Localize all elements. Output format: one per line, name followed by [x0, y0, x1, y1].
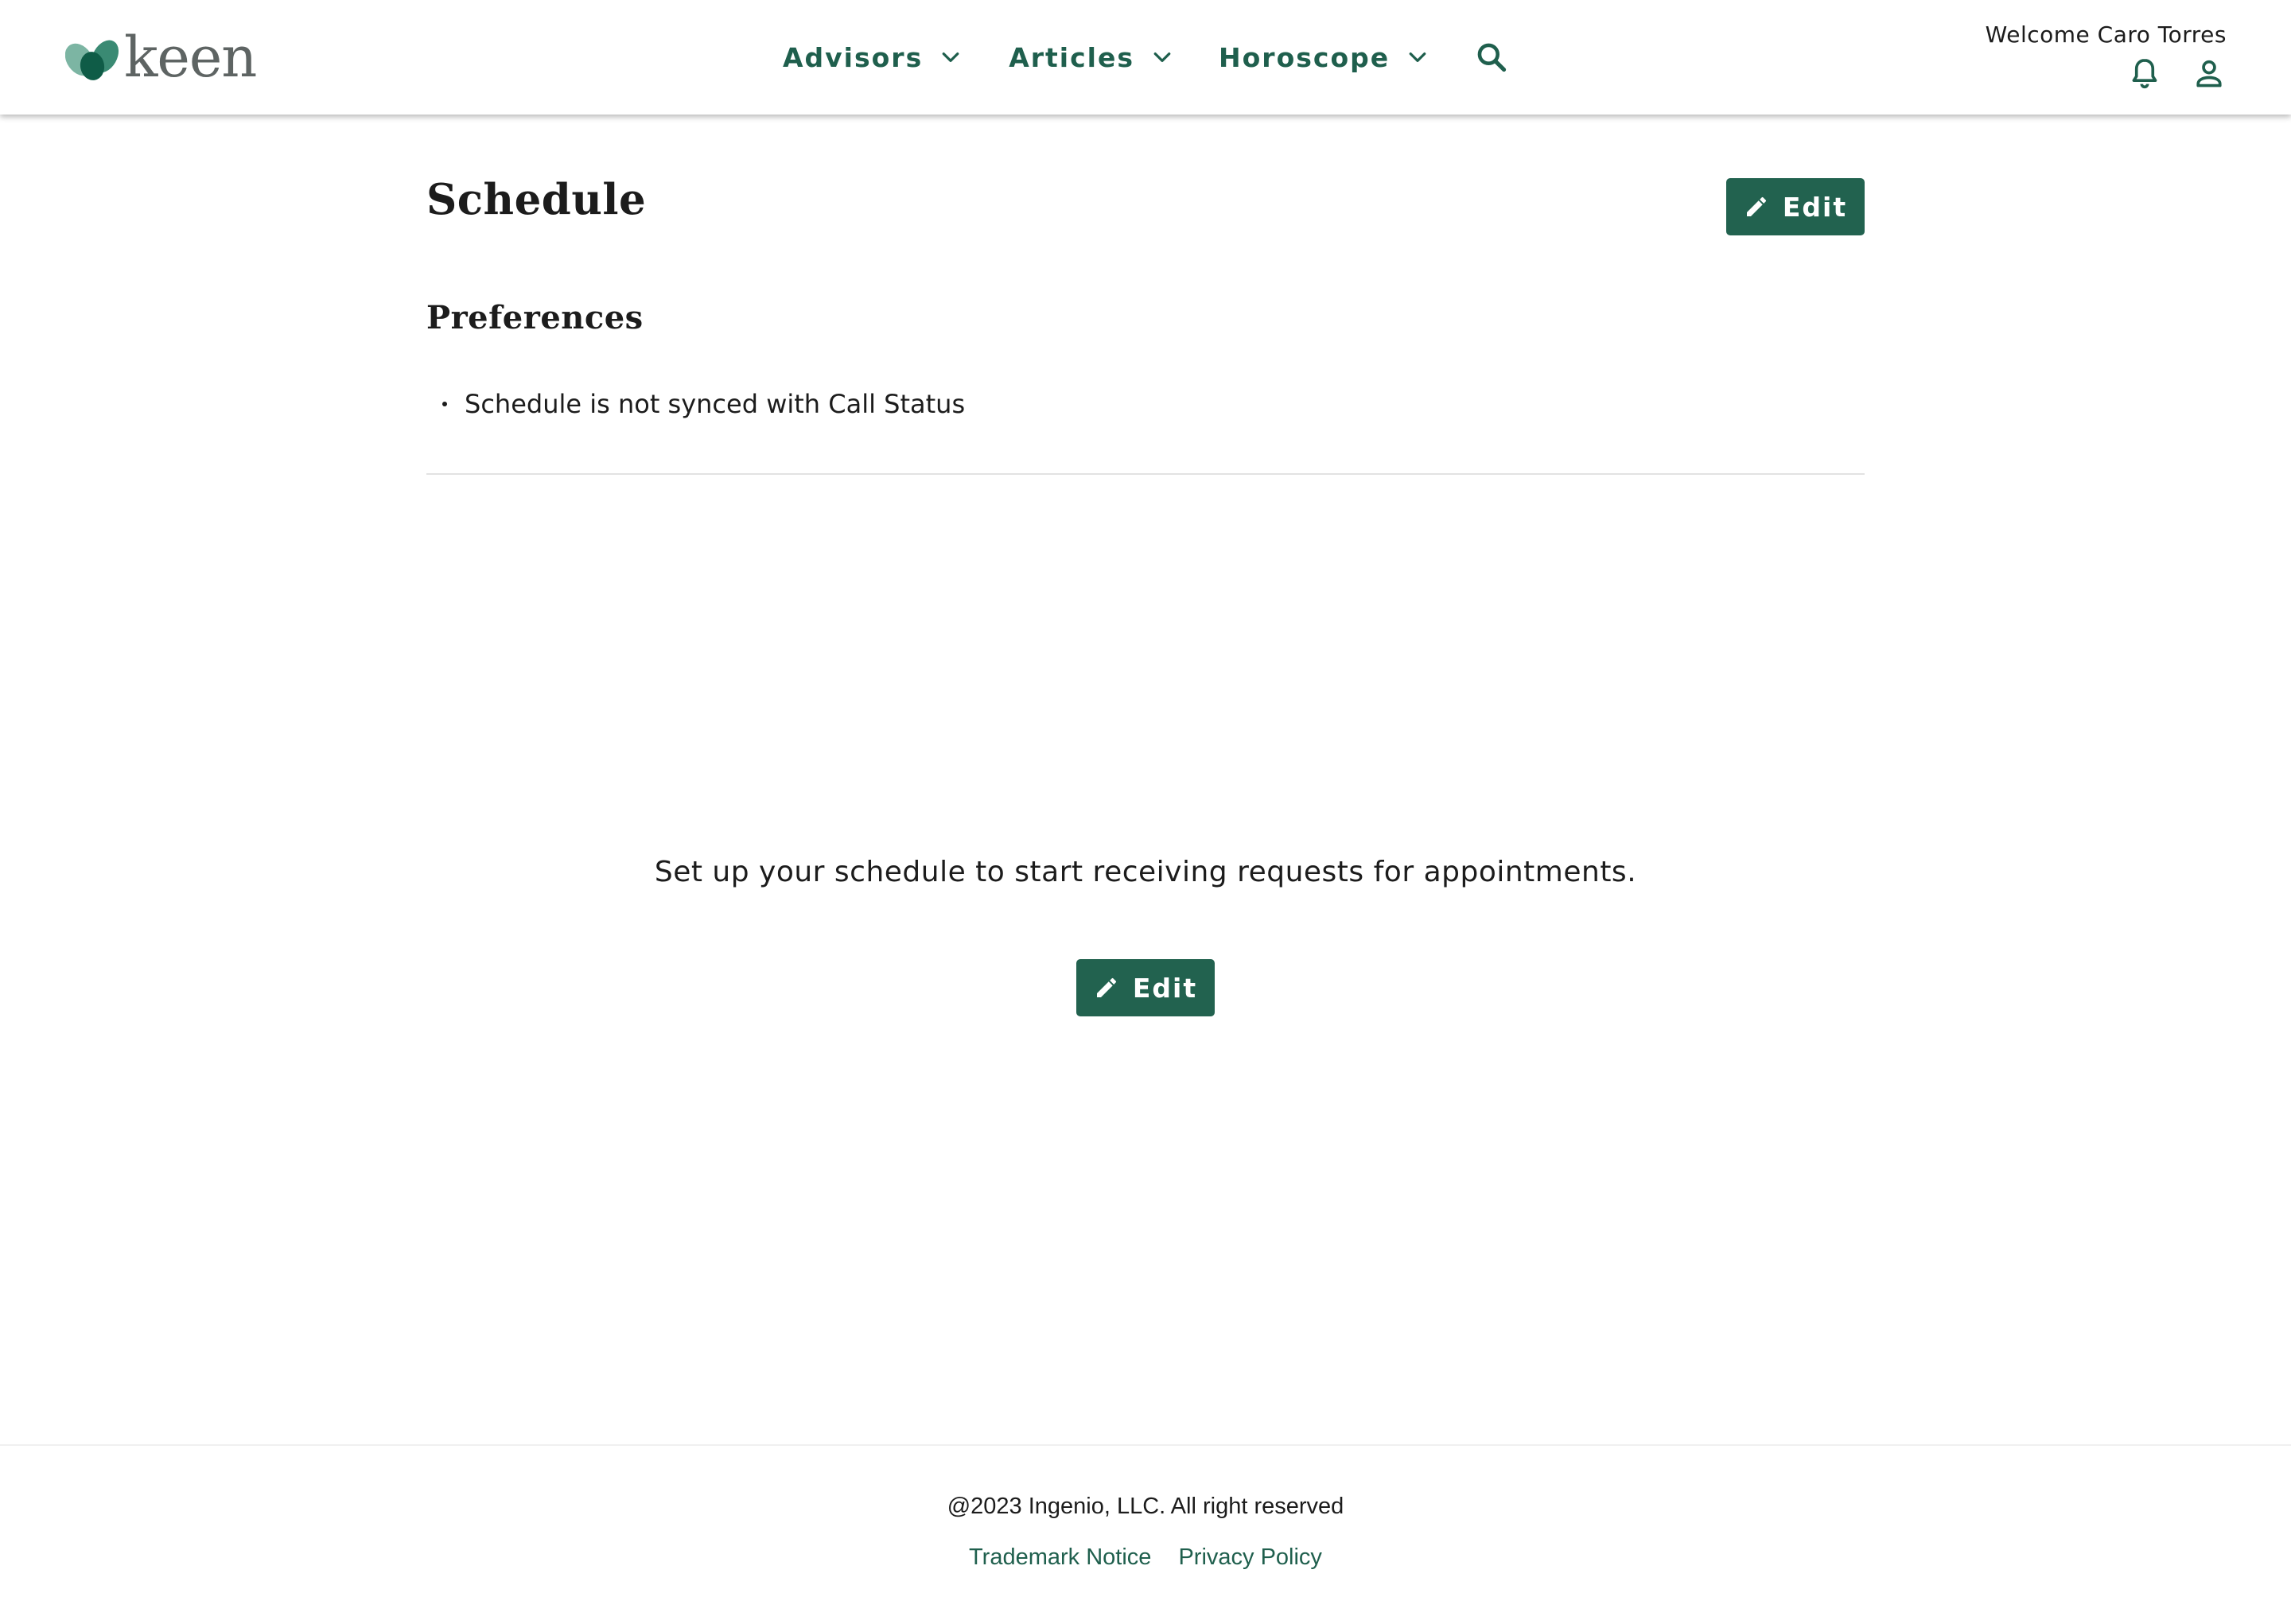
setup-schedule-edit-button[interactable] — [1076, 959, 1215, 1016]
search-icon[interactable] — [1474, 40, 1509, 75]
chevron-down-icon — [1150, 45, 1174, 69]
edit-button-label: Edit — [1132, 972, 1198, 1004]
edit-button-label: Edit — [1782, 191, 1848, 223]
pencil-icon — [1094, 975, 1119, 1000]
main-nav — [783, 35, 1509, 80]
user-icon[interactable] — [2192, 56, 2227, 91]
page-title: Schedule — [426, 175, 647, 224]
section-divider — [426, 473, 1865, 475]
nav-advisors-label: Advisors — [783, 41, 924, 73]
edit-schedule-button[interactable] — [1726, 178, 1865, 235]
nav-articles[interactable] — [1009, 42, 1174, 73]
nav-articles-label: Articles — [1009, 41, 1135, 73]
empty-schedule-message: Set up your schedule to start receiving requests for appointments. — [654, 856, 1637, 888]
page-footer — [0, 1444, 2291, 1624]
footer-links — [0, 1544, 2291, 1571]
chevron-down-icon — [1406, 45, 1429, 69]
top-navbar — [0, 0, 2291, 115]
keen-logo[interactable] — [65, 25, 257, 90]
chevron-down-icon — [939, 45, 963, 69]
welcome-message: Welcome Caro Torres — [1985, 21, 2227, 48]
preference-text: Schedule is not synced with Call Status — [465, 389, 966, 419]
copyright-text: @2023 Ingenio, LLC. All right reserved — [947, 1494, 1344, 1519]
bell-icon[interactable] — [2127, 56, 2162, 91]
privacy-policy-link[interactable]: Privacy Policy — [1178, 1544, 1322, 1570]
preferences-list — [426, 389, 965, 419]
logo-wordmark: keen — [124, 25, 257, 90]
nav-horoscope[interactable] — [1219, 42, 1429, 73]
pencil-icon — [1744, 194, 1769, 220]
preferences-heading: Preferences — [426, 299, 644, 336]
leaf-logo-icon — [65, 33, 123, 82]
trademark-notice-link[interactable]: Trademark Notice — [969, 1544, 1152, 1570]
bullet-icon — [442, 402, 447, 406]
list-item — [426, 389, 965, 419]
nav-horoscope-label: Horoscope — [1219, 41, 1391, 73]
nav-advisors[interactable] — [783, 42, 963, 73]
